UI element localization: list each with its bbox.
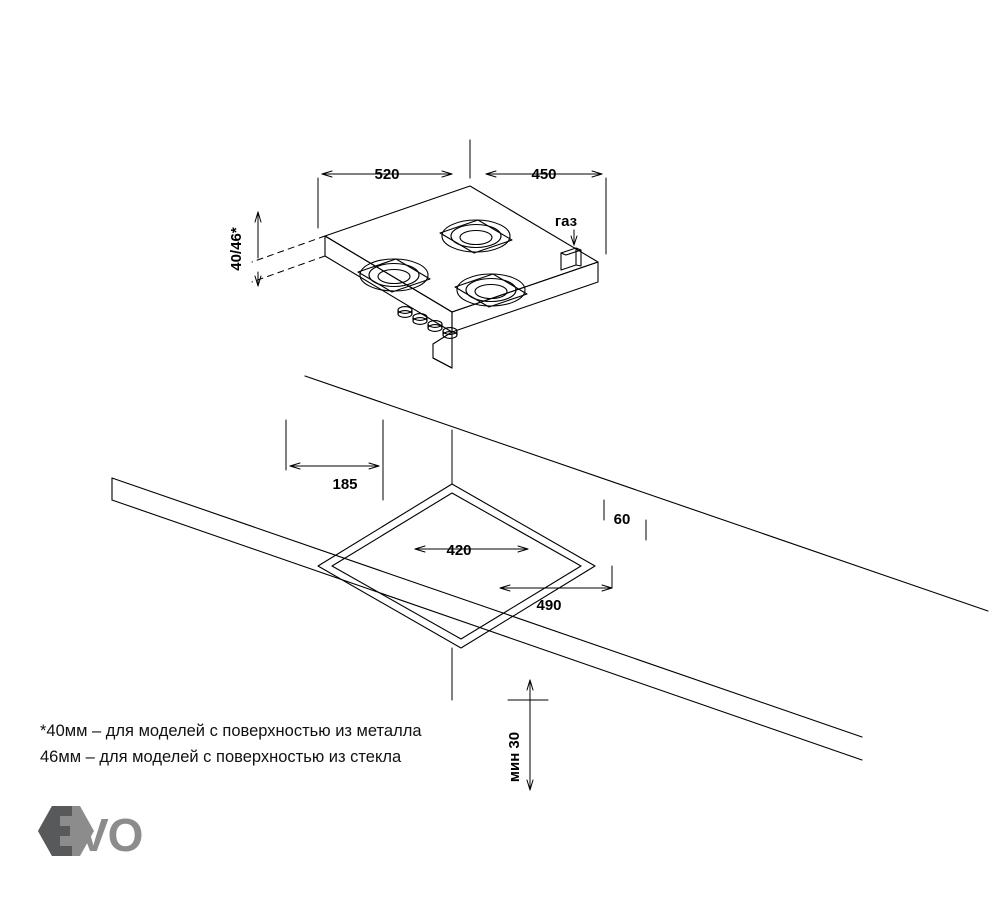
- cutout-inner: [332, 493, 581, 639]
- dim-label-490: 490: [536, 597, 562, 614]
- logo-text: VO: [78, 809, 143, 861]
- countertop: [112, 376, 988, 760]
- gas-inlet-fitting: [561, 248, 581, 270]
- dim-label-520: 520: [374, 166, 400, 183]
- dim-label-185: 185: [332, 476, 358, 493]
- control-knobs: [398, 307, 457, 339]
- footnote-block: [40, 718, 560, 770]
- label-gas: газ: [554, 213, 578, 230]
- footnote-line-2: 46мм – для моделей с поверхностью из стекла: [40, 748, 402, 766]
- footnote-line-1: *40мм – для моделей с поверхностью из металла: [40, 722, 422, 740]
- dimension-labels: [228, 166, 630, 782]
- dim-label-450: 450: [531, 166, 557, 183]
- dim-label-420: 420: [446, 542, 472, 559]
- burner-rear: [440, 220, 512, 253]
- burner-left: [358, 259, 430, 292]
- burner-right: [455, 274, 527, 307]
- dim-label-height: 40/46*: [228, 227, 245, 271]
- dim-label-min30: мин 30: [506, 731, 523, 783]
- cutout-outer: [318, 484, 595, 648]
- dim-label-60: 60: [613, 511, 631, 528]
